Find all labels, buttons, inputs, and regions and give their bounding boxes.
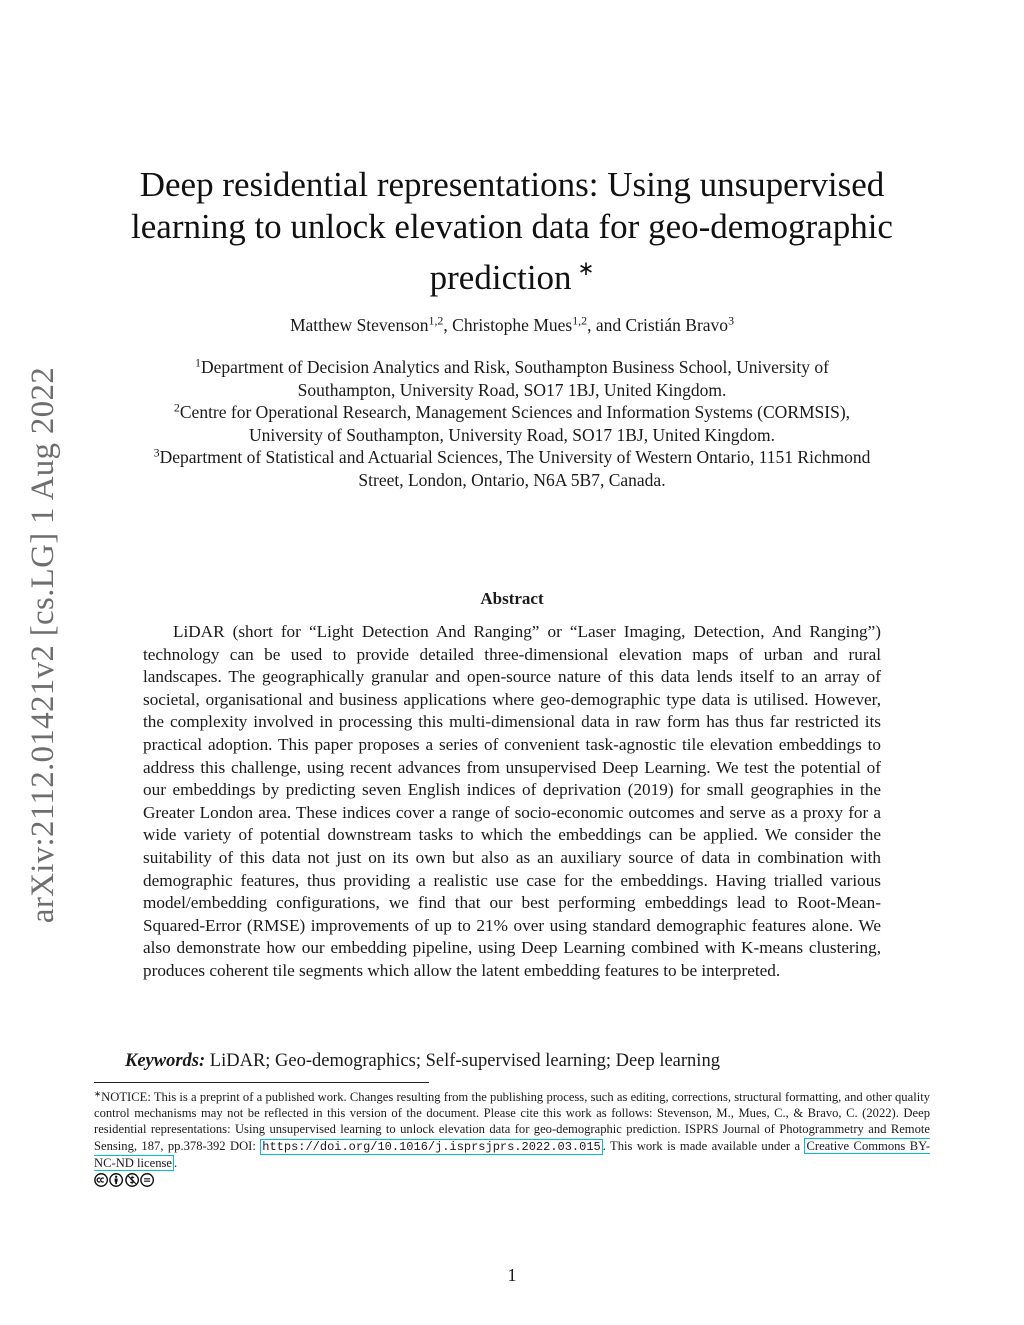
- cc-by-nc-nd-icon: [94, 1172, 154, 1188]
- author-affiliation-mark: 1,2: [572, 313, 588, 328]
- nc-icon: [125, 1172, 139, 1188]
- affiliation-list: [92, 356, 932, 492]
- cc-icon: [94, 1172, 108, 1188]
- page-number: 1: [507, 1265, 517, 1285]
- title-line-3-text: prediction: [429, 258, 572, 297]
- keywords: [125, 1049, 905, 1073]
- by-icon: [109, 1172, 123, 1188]
- title-line-2: learning to unlock elevation data for geo-demographic: [131, 207, 893, 246]
- author-affiliation-mark: 3: [728, 313, 735, 328]
- affiliation-2-cont: University of Southampton, University Road, SO17 1BJ, United Kingdom.: [249, 424, 775, 445]
- author-name: Matthew Stevenson: [289, 315, 429, 335]
- affiliation-mark: 3: [153, 445, 160, 460]
- abstract-heading: Abstract: [480, 589, 544, 608]
- author-name: Cristián Bravo: [625, 315, 729, 335]
- affiliation-mark: 1: [195, 355, 201, 370]
- title-footnote-mark[interactable]: ∗: [577, 258, 595, 280]
- author-name: Christophe Mues: [452, 315, 573, 335]
- footnote-text-end: .: [174, 1155, 178, 1170]
- author-affiliation-mark: 1,2: [428, 313, 444, 328]
- keywords-label: Keywords:: [125, 1051, 206, 1071]
- abstract-text: LiDAR (short for “Light Detection And Ranging” or “Laser Imaging, Detection, And Ranging”) technology can be used to provide detailed three-dimensional elevation maps of urban and rural landscapes. The geographically granular and open-source nature of this data lends itself to an array of societal, organisational and business applications where geo-demographic type data is utilised. However, the complexity involved in processing this multi-dimensional data in raw form has thus far restricted its practical adoption. This paper proposes a series of convenient task-agnostic tile elevation embeddings to address this challenge, using recent advances from unsupervised Deep Learning. We test the potential of our embeddings by predicting seven English indices of deprivation (2019) for small geographies in the Greater London area. These indices cover a range of socio-economic outcomes and serve as a proxy for a wide variety of potential downstream tasks to which the embeddings can be applied. We consider the suitability of this data not just on its own but also as an auxiliary source of data in combination with demographic features, thus providing a realistic use case for the embeddings. Having trialled various model/embedding configurations, we find that our best performing embeddings lead to Root-Mean-Squared-Error (RMSE) improvements of up to 21% over using standard demographic features alone. We also demonstrate how our embedding pipeline, using Deep Learning combined with K-means clustering, produces coherent tile segments which allow the latent embedding features to be interpreted.: [143, 622, 881, 980]
- title-line-3: [112, 248, 912, 299]
- keywords-text: LiDAR; Geo-demographics; Self-supervised learning; Deep learning: [209, 1051, 720, 1071]
- affiliation-2: [92, 401, 932, 424]
- affiliation-1: [92, 356, 932, 379]
- abstract-body: [143, 621, 881, 983]
- arxiv-identifier: arXiv:2112.01421v2 [cs.LG] 1 Aug 2022: [25, 366, 61, 924]
- author-separator: ,: [443, 315, 453, 335]
- footnote-text: NOTICE: This is a preprint of a published work. Changes resulting from the publishing process, such as editing, corrections, structural formatting, and other quality control mechanisms may not be reflected in this version of the document. Please cite this work as follows: Stevenson, M., Mues, C., & Bravo, C. (2022). Deep residential representations: Using unsupervised learning to unlock elevation data for geo-demographic prediction. ISPRS Journal of Photogrammetry and Remote Sensing, 187, pp.378-392 DOI:: [94, 1090, 930, 1153]
- affiliation-text: Centre for Operational Research, Management Sciences and Information Systems (CORMSIS),: [179, 402, 851, 423]
- affiliation-3: [92, 446, 932, 469]
- footnote-rule: [94, 1082, 429, 1083]
- paper-title: [112, 164, 912, 299]
- title-line-1: Deep residential representations: Using unsupervised: [139, 165, 885, 204]
- affiliation-text: Department of Statistical and Actuarial Sciences, The University of Western Ontario, 1151 Richmond: [159, 447, 871, 468]
- affiliation-3-cont: Street, London, Ontario, N6A 5B7, Canada.: [358, 469, 666, 490]
- license-link[interactable]: Creative Commons BY-NC-ND license: [94, 1138, 931, 1170]
- affiliation-mark: 2: [173, 400, 180, 415]
- footnote-mark: ∗: [94, 1088, 102, 1099]
- affiliation-1-cont: Southampton, University Road, SO17 1BJ, United Kingdom.: [297, 379, 727, 400]
- doi-link[interactable]: https://doi.org/10.1016/j.isprsjprs.2022.03.015: [262, 1139, 601, 1154]
- footnote-text-middle: . This work is made available under a: [602, 1138, 805, 1153]
- author-separator: , and: [587, 315, 626, 335]
- footnote: [94, 1089, 930, 1171]
- author-list: [112, 314, 912, 336]
- nd-icon: [140, 1172, 154, 1188]
- affiliation-text: Department of Decision Analytics and Risk, Southampton Business School, University of: [200, 357, 829, 377]
